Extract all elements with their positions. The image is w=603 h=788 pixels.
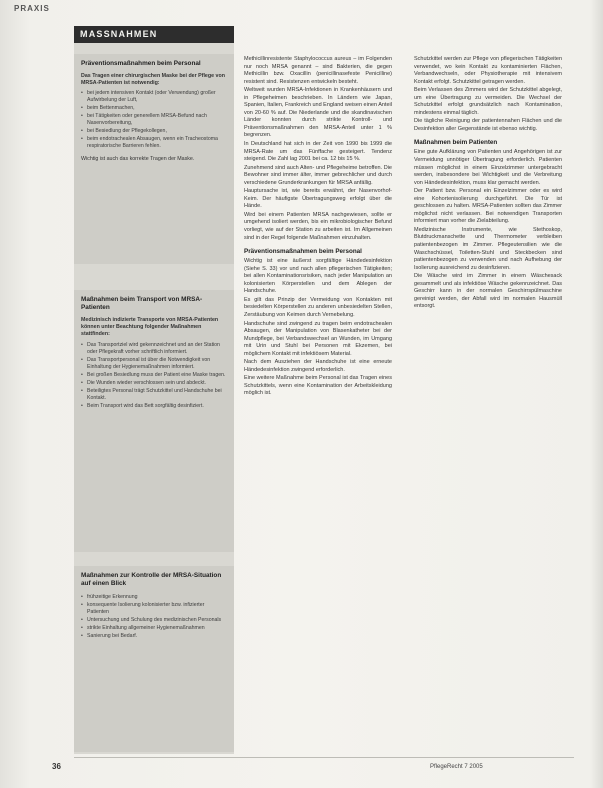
list-item: • Beteiligtes Personal trägt Schutzkittel und Handschuhe bei Kontakt. [81,388,227,402]
list-item: • strikte Einhaltung allgemeiner Hygienemaßnahmen [81,625,227,632]
paragraph: Zunehmend sind auch Alten- und Pflegeheime betroffen. Die Bewohner sind immer älter, immer gebrechlicher und durch verschiedene Grunderkrankungen für MRSA anfällig. [244,164,392,186]
text-column-right [414,56,562,312]
info-box-transport [74,290,234,552]
paragraph: Nach dem Ausziehen der Handschuhe ist eine erneute Händedesinfektion zwingend erforderlich. [244,359,392,373]
list-item: • Das Transportpersonal ist über die Notwendigkeit von Einhaltung der Hygienemaßnahmen informiert. [81,357,227,371]
list-item: • bei Tätigkeiten oder generellem MRSA-Befund nach Nasenvorbereitung, [81,113,227,127]
paragraph: Beim Verlassen des Zimmers wird der Schutzkittel abgelegt, um eine Übertragung zu vermeiden. Die Wechsel der Schutzkittel erfolgt grundsätzlich nach Kontamination, mindestens einmal täglich. [414,87,562,116]
list-item: • frühzeitige Erkennung [81,594,227,601]
paragraph: Schutzkittel werden zur Pflege von pflegerischen Tätigkeiten verwendet, wo kein Kontakt zu kontaminierten Flächen, Verbandwechseln, oder Physiotherapie mit intensivem Kontakt erfolgt. Schutzkittel getragen werden. [414,56,562,85]
paragraph: Eine weitere Maßnahme beim Personal ist das Tragen eines Schutzkittels, wenn eine Kontamination der Arbeitskleidung möglich ist. [244,375,392,397]
list-item: • bei jedem intensiven Kontakt (oder Verwendung) großer Aufwirbelung der Luft, [81,90,227,104]
info-box-overview [74,566,234,752]
list-item: • bei Besiedlung der Pflegekollegen, [81,128,227,135]
paragraph: Medizinische Instrumente, wie Stethoskop, Blutdruckmanschette und Thermometer verbleiben patientenbezogen im Zimmer. Pflegeutensilien wie die Waschschüssel, Toiletten-Stuhl und Steckbecken sind patientenbezogen zu verwenden und nach Aufhebung der Isolierung ausreichend zu desinfizieren. [414,226,562,271]
paragraph: Es gilt das Prinzip der Vermeidung von Kontakten mit besiedelten Körperstellen zu anderen unbesiedelten Stellen, Zerstäubung von Keimen durch Vernebelung. [244,296,392,318]
list-item: • konsequente Isolierung kolonisierter bzw. infizierter Patienten [81,602,227,616]
paragraph: Die Wäsche wird im Zimmer in einem Wäschesack gesammelt und als infektiöse Wäsche gekennzeichnet. Das Geschirr kann in der normalen Geschirrspülmaschine gereinigt werden, der Abfall wird im normalen Hausmüll entsorgt. [414,273,562,310]
box-list [81,90,227,150]
section-banner: MASSNAHMEN [74,26,234,43]
box-list [81,594,227,640]
list-item: • Untersuchung und Schulung des medizinischen Personals [81,617,227,624]
list-item: • Das Transportziel wird gekennzeichnet und an der Station oder Pflegekraft vorher schriftlich informiert. [81,342,227,356]
paragraph: Eine gute Aufklärung von Patienten und Angehörigen ist zur Vermeidung unnötiger Übertragung erforderlich. Patienten müssen möglichst in einem Einzelzimmer untergebracht werden, insbesondere bei Wichtigkeit und die Verbreitung von Händedesinfektion, muss klar gemacht werden. [414,149,562,186]
list-item: • beim endotrachealen Absaugen, wenn ein Tracheostoma respiratorische Barrieren fehlen. [81,136,227,150]
box-note: Wichtig ist auch das korrekte Tragen der Maske. [81,156,195,163]
box-title: Präventionsmaßnahmen beim Personal [81,60,201,67]
paragraph: Wird bei einem Patienten MRSA nachgewiesen, sollte er umgehend isoliert werden, bis ein mikrobiologischer Befund vorliegt, wie auf der Station zu arbeiten ist. Im Allgemeinen sind in der Regel folgende Maßnahmen einzuhalten. [244,211,392,241]
paragraph: Die tägliche Reinigung der patientennahen Flächen und die Desinfektion aller Gegenstände ist ebenso wichtig. [414,118,562,132]
info-box-personal [74,54,234,264]
box-title: Maßnahmen zur Kontrolle der MRSA-Situation auf einen Blick [81,572,222,587]
list-item: • Beim Transport wird das Bett sorgfältig desinfiziert. [81,403,227,410]
paragraph: In Deutschland hat sich in der Zeit von 1990 bis 1999 die MRSA-Rate um das Fünffache gesteigert. Tendenz steigend. Die Zahl lag 2001 bei ca. 12 bis 15 %. [244,141,392,163]
box-intro: Das Tragen einer chirurgischen Maske bei der Pflege von MRSA-Patienten ist notwendig: [81,73,225,87]
section-heading: Präventionsmaßnahmen beim Personal [244,248,362,256]
list-item: • beim Bettenmachen, [81,105,227,112]
box-list [81,342,227,410]
list-item: • Bei großen Besiedlung muss der Patient eine Maske tragen. [81,372,227,379]
section-label: PRAXIS [14,4,50,13]
box-intro: Medizinisch indizierte Transporte von MRSA-Patienten können unter Beachtung folgender Maßnahmen stattfinden: [81,317,219,338]
page-number: 36 [52,762,61,771]
paragraph: Wichtig ist eine äußerst sorgfältige Händedesinfektion (Siehe S. 33) vor und nach allen pflegerischen Tätigkeiten; bei allen Kontaminationsrisiken, nach jeder Manipulation an kolonisierten Körperstellen und dem Ablegen der Handschuhe. [244,258,392,295]
list-item: • Die Wunden wieder verschlossen sein und abdeckt. [81,380,227,387]
paragraph: Der Patient bzw. Personal ein Einzelzimmer oder es wird eine Kohortenisolierung durchgeführt. Die Tür ist geschlossen zu halten. MRSA-Patienten sollten das Zimmer möglichst nicht verlassen. Bei notwendigen Transporten informiert man vorher die Zielabteilung. [414,188,562,225]
box-title: Maßnahmen beim Transport von MRSA-Patienten [81,296,203,311]
footer-rule [74,757,574,758]
section-heading: Maßnahmen beim Patienten [414,139,498,147]
paragraph: Handschuhe sind zwingend zu tragen beim endotrachealen Absaugen, der Manipulation von Blasenkatheter bei der Mundpflege, bei Verbandswechsel an Wunden, im Umgang mit Urin und Stuhl bei Personen mit Ekzemen, bei möglichem Kontakt mit infektiösem Material. [244,320,392,357]
text-column-middle [244,56,392,399]
paragraph: Weltweit wurden MRSA-Infektionen in Krankenhäusern und in Pflegeheimen beschrieben. In Ländern wie Japan, Spanien, Italien, Frankreich und England weisen einen Anteil von 20-60 % auf. Die Niederlande und die skandinavischen Länder konnten durch strikte Kontroll- und Präventionsmaßnahmen den MRSA-Anteil unter 1 % begrenzen. [244,87,392,139]
list-item: • Sanierung bei Bedarf. [81,633,227,640]
paragraph: Methicillinresistente Staphylococcus aureus – im Folgenden nur noch MRSA genannt – sind Bakterien, die gegen Methicillin bzw. Oxacillin (penicillinasefeste Penicilline) resistent sind. Resistenzen entwickeln besteht. [244,56,392,85]
paragraph: Hauptursache ist, wie bereits erwähnt, der Nasenvorhof-Keim. Der häufigste Übertragungsweg erfolgt über die Hände. [244,188,392,210]
journal-footer: PflegeRecht 7 2005 [430,764,483,770]
